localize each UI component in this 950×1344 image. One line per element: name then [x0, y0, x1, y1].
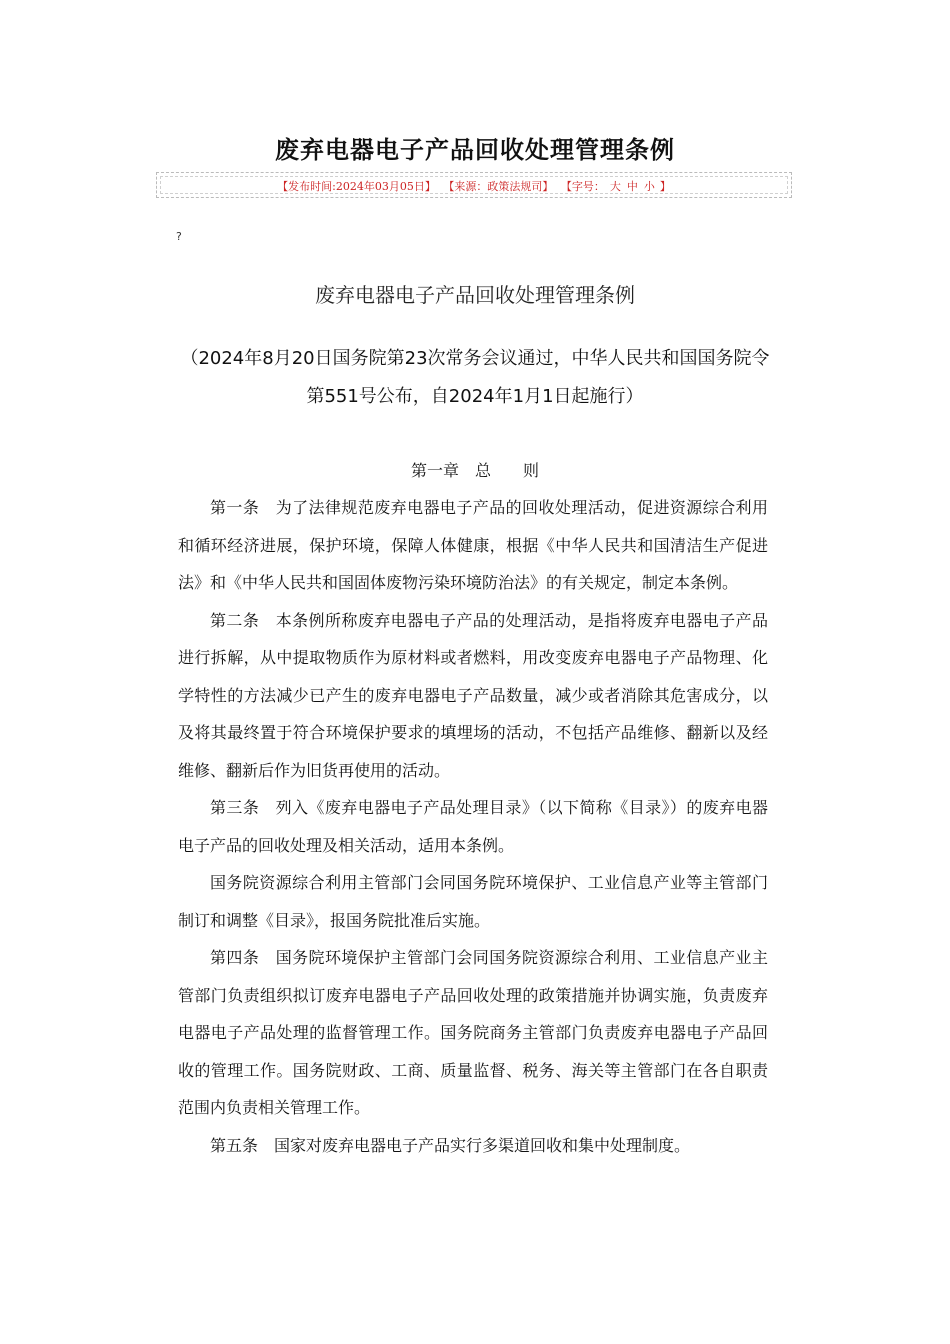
- meta-line: [157, 178, 791, 194]
- document-subtitle: （2024年8月20日国务院第23次常务会议通过，中华人民共和国国务院令第551号公布，自2024年1月1日起施行）: [180, 348, 770, 407]
- font-size-end: 】: [659, 180, 671, 193]
- font-size-label: 【字号：: [560, 180, 605, 193]
- article-paragraph: 第五条 国家对废弃电器电子产品实行多渠道回收和集中处理制度。: [210, 1135, 691, 1155]
- article-paragraph: 第一条 为了法律规范废弃电器电子产品的回收处理活动，促进资源综合利用和循环经济进展，保护环境，保障人体健康，根据《中华人民共和国清洁生产促进法》和《中华人民共和国固体废物污染环境防治法》的有关规定，制定本条例。: [178, 498, 768, 592]
- meta-bar: [156, 172, 792, 198]
- publish-date: 【发布时间:2024年03月05日】: [277, 180, 436, 193]
- article-paragraph: 第二条 本条例所称废弃电器电子产品的处理活动，是指将废弃电器电子产品进行拆解，从中提取物质作为原材料或者燃料，用改变废弃电器电子产品物理、化学特性的方法减少已产生的废弃电器电子产品数量，减少或者消除其危害成分，以及将其最终置于符合环境保护要求的填埋场的活动，不包括产品维修、翻新以及经维修、翻新后作为旧货再使用的活动。: [178, 610, 768, 780]
- font-size-large-link[interactable]: 大: [609, 180, 621, 193]
- source: 【来源：政策法规司】: [443, 180, 554, 193]
- chapter-heading: 第一章 总 则: [410, 461, 539, 480]
- article-paragraph: 国务院资源综合利用主管部门会同国务院环境保护、工业信息产业等主管部门制订和调整《目录》，报国务院批准后实施。: [178, 873, 768, 930]
- document-body: [178, 489, 768, 1164]
- font-size-medium-link[interactable]: 中: [626, 180, 638, 193]
- article-paragraph: 第三条 列入《废弃电器电子产品处理目录》（以下简称《目录》）的废弃电器电子产品的回收处理及相关活动，适用本条例。: [178, 798, 768, 855]
- font-size-small-link[interactable]: 小: [643, 180, 655, 193]
- placeholder-mark: ?: [176, 230, 182, 243]
- article-paragraph: 第四条 国务院环境保护主管部门会同国务院资源综合利用、工业信息产业主管部门负责组织拟订废弃电器电子产品回收处理的政策措施并协调实施，负责废弃电器电子产品处理的监督管理工作。国务院商务主管部门负责废弃电器电子产品回收的管理工作。国务院财政、工商、质量监督、税务、海关等主管部门在各自职责范围内负责相关管理工作。: [178, 948, 768, 1117]
- page-title: 废弃电器电子产品回收处理管理条例: [275, 135, 675, 164]
- document-title: 废弃电器电子产品回收处理管理条例: [315, 283, 635, 307]
